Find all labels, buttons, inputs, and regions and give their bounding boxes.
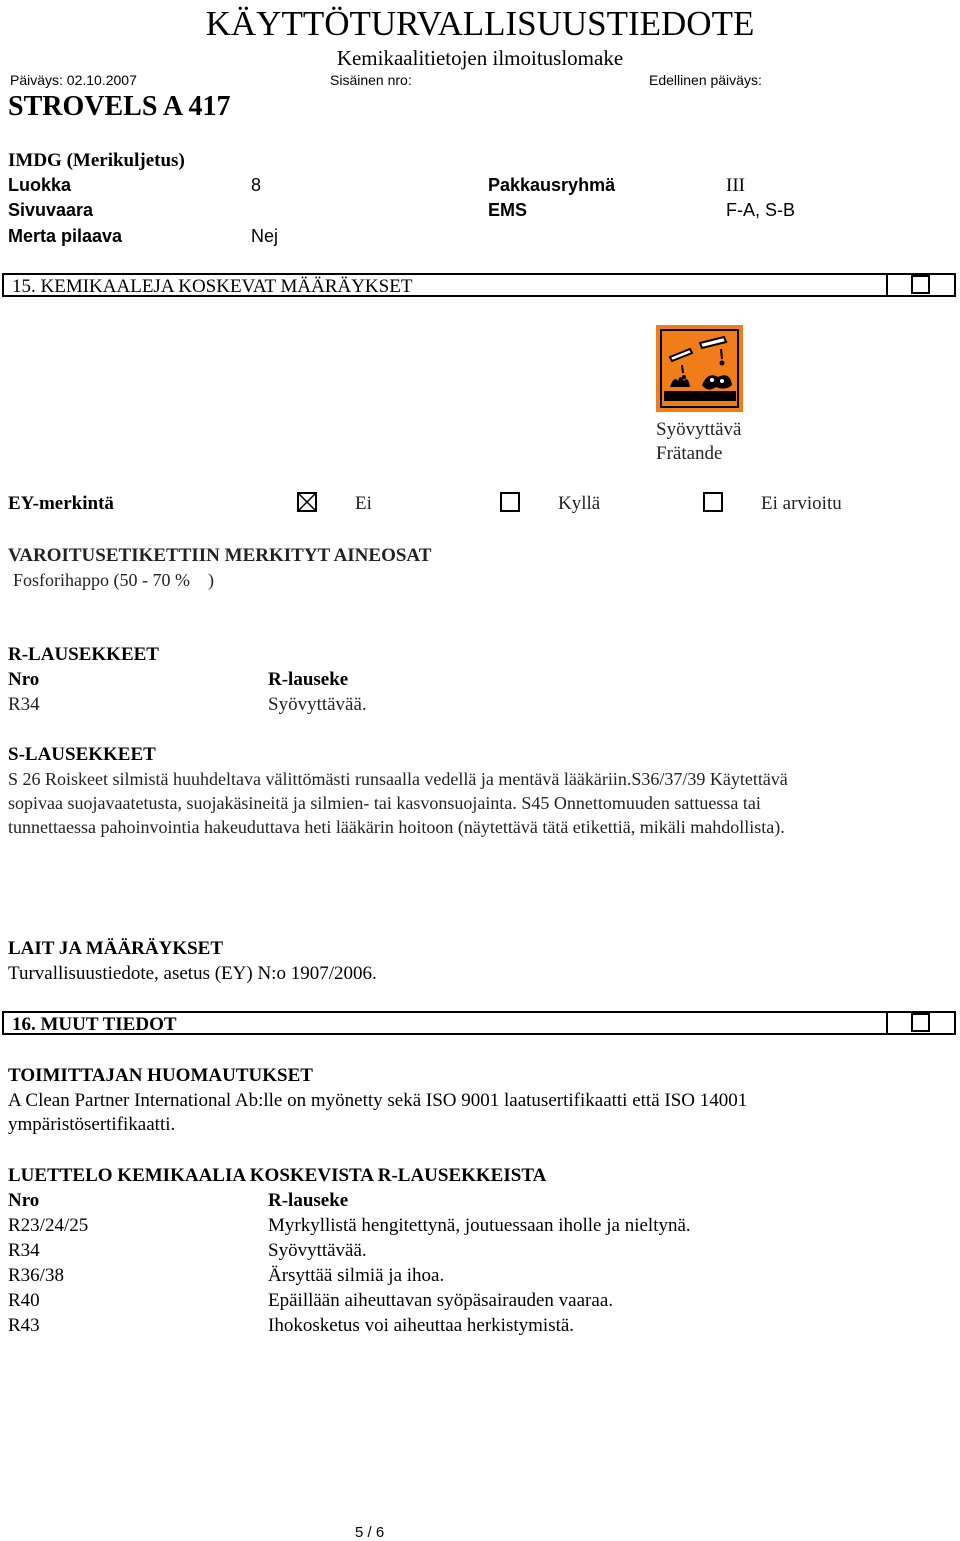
- supplier-note-line: ympäristösertifikaatti.: [8, 1114, 176, 1135]
- ey-not-assessed-label: Ei arvioitu: [761, 493, 842, 514]
- hazard-label-fi: Syövyttävä: [656, 419, 742, 440]
- r-list-row-text: Myrkyllistä hengitettynä, joutuessaan iholle ja nieltynä.: [268, 1215, 691, 1236]
- r-col-no: Nro: [8, 669, 40, 690]
- r-list-row-text: Epäillään aiheuttavan syöpäsairauden vaaraa.: [268, 1290, 613, 1311]
- subsidiary-risk-label: Sivuvaara: [8, 200, 94, 220]
- r-phrases-heading: R-LAUSEKKEET: [8, 644, 159, 665]
- ey-not-assessed-checkbox[interactable]: [703, 492, 723, 512]
- packing-group-value: III: [726, 175, 745, 196]
- product-name: STROVELS A 417: [8, 91, 231, 122]
- r-list-row-text: Ärsyttää silmiä ja ihoa.: [268, 1265, 445, 1286]
- s-phrase-line: S 26 Roiskeet silmistä huuhdeltava välittömästi runsaalla vedellä ja mentävä lääkäriin.S36/37/39 Käytettävä: [8, 769, 788, 789]
- r-list-row-text: Syövyttävää.: [268, 1240, 367, 1261]
- s-phrase-line: tunnettaessa pahoinvointia hakeuduttava heti lääkärin hoitoon (näytettävä tätä etikettiä, mikäli mahdollista).: [8, 817, 785, 837]
- supplier-notes-heading: TOIMITTAJAN HUOMAUTUKSET: [8, 1065, 313, 1086]
- hazard-label-sv: Frätande: [656, 443, 723, 464]
- laws-text: Turvallisuustiedote, asetus (EY) N:o 1907/2006.: [8, 963, 377, 984]
- r-list-col-phrase: R-lauseke: [268, 1190, 349, 1211]
- r-list-row-no: R34: [8, 1240, 40, 1261]
- laws-heading: LAIT JA MÄÄRÄYKSET: [8, 938, 224, 959]
- section-15-checkbox[interactable]: [911, 275, 930, 294]
- page-number: 5 / 6: [355, 1524, 385, 1541]
- previous-date-field: Edellinen päiväys:: [649, 72, 762, 88]
- supplier-note-line: A Clean Partner International Ab:lle on myönetty sekä ISO 9001 laatusertifikaatti että ISO 14001: [8, 1090, 748, 1111]
- packing-group-label: Pakkausryhmä: [488, 175, 616, 195]
- r-row-no: R34: [8, 694, 40, 715]
- section-16-header: [2, 1011, 956, 1035]
- labelled-substances-heading: VAROITUSETIKETTIIN MERKITYT AINEOSAT: [8, 545, 432, 566]
- date-field: Päiväys: 02.10.2007: [10, 72, 137, 88]
- r-col-phrase: R-lauseke: [268, 669, 349, 690]
- section-16-checkbox[interactable]: [911, 1013, 930, 1032]
- r-list-row-no: R40: [8, 1290, 40, 1311]
- r-list-heading: LUETTELO KEMIKAALIA KOSKEVISTA R-LAUSEKKEISTA: [8, 1165, 547, 1186]
- r-list-row-no: R23/24/25: [8, 1215, 89, 1236]
- ey-yes-checkbox[interactable]: [500, 492, 520, 512]
- internal-number-field: Sisäinen nro:: [330, 72, 412, 88]
- document-subtitle: Kemikaalitietojen ilmoituslomake: [336, 46, 624, 70]
- ems-label: EMS: [488, 200, 528, 220]
- r-list-row-no: R43: [8, 1315, 40, 1336]
- ey-no-label: Ei: [355, 493, 372, 514]
- section-15-title: 15. KEMIKAALEJA KOSKEVAT MÄÄRÄYKSET: [12, 276, 413, 297]
- marine-pollutant-value: Nej: [251, 226, 279, 246]
- imdg-heading: IMDG (Merikuljetus): [8, 150, 185, 171]
- ey-label: EY-merkintä: [8, 493, 114, 514]
- marine-pollutant-label: Merta pilaava: [8, 226, 123, 246]
- section-15-header: [2, 273, 956, 297]
- ems-value: F-A, S-B: [726, 200, 796, 220]
- ey-no-checkbox[interactable]: [297, 492, 317, 512]
- corrosive-pictogram-icon: [656, 325, 743, 412]
- class-value: 8: [251, 175, 262, 195]
- r-list-row-text: Ihokosketus voi aiheuttaa herkistymistä.: [268, 1315, 575, 1336]
- document-title: KÄYTTÖTURVALLISUUSTIEDOTE: [205, 4, 755, 43]
- r-list-col-no: Nro: [8, 1190, 40, 1211]
- ey-yes-label: Kyllä: [558, 493, 601, 514]
- s-phrases-heading: S-LAUSEKKEET: [8, 744, 156, 765]
- labelled-substance: Fosforihappo (50 - 70 % ): [13, 570, 214, 590]
- class-label: Luokka: [8, 175, 72, 195]
- section-16-title: 16. MUUT TIEDOT: [12, 1014, 177, 1035]
- r-row-text: Syövyttävää.: [268, 694, 367, 715]
- s-phrase-line: sopivaa suojavaatetusta, suojakäsineitä ja silmien- tai kasvonsuojainta. S45 Onnettomuuden sattuessa tai: [8, 793, 761, 813]
- r-list-row-no: R36/38: [8, 1265, 64, 1286]
